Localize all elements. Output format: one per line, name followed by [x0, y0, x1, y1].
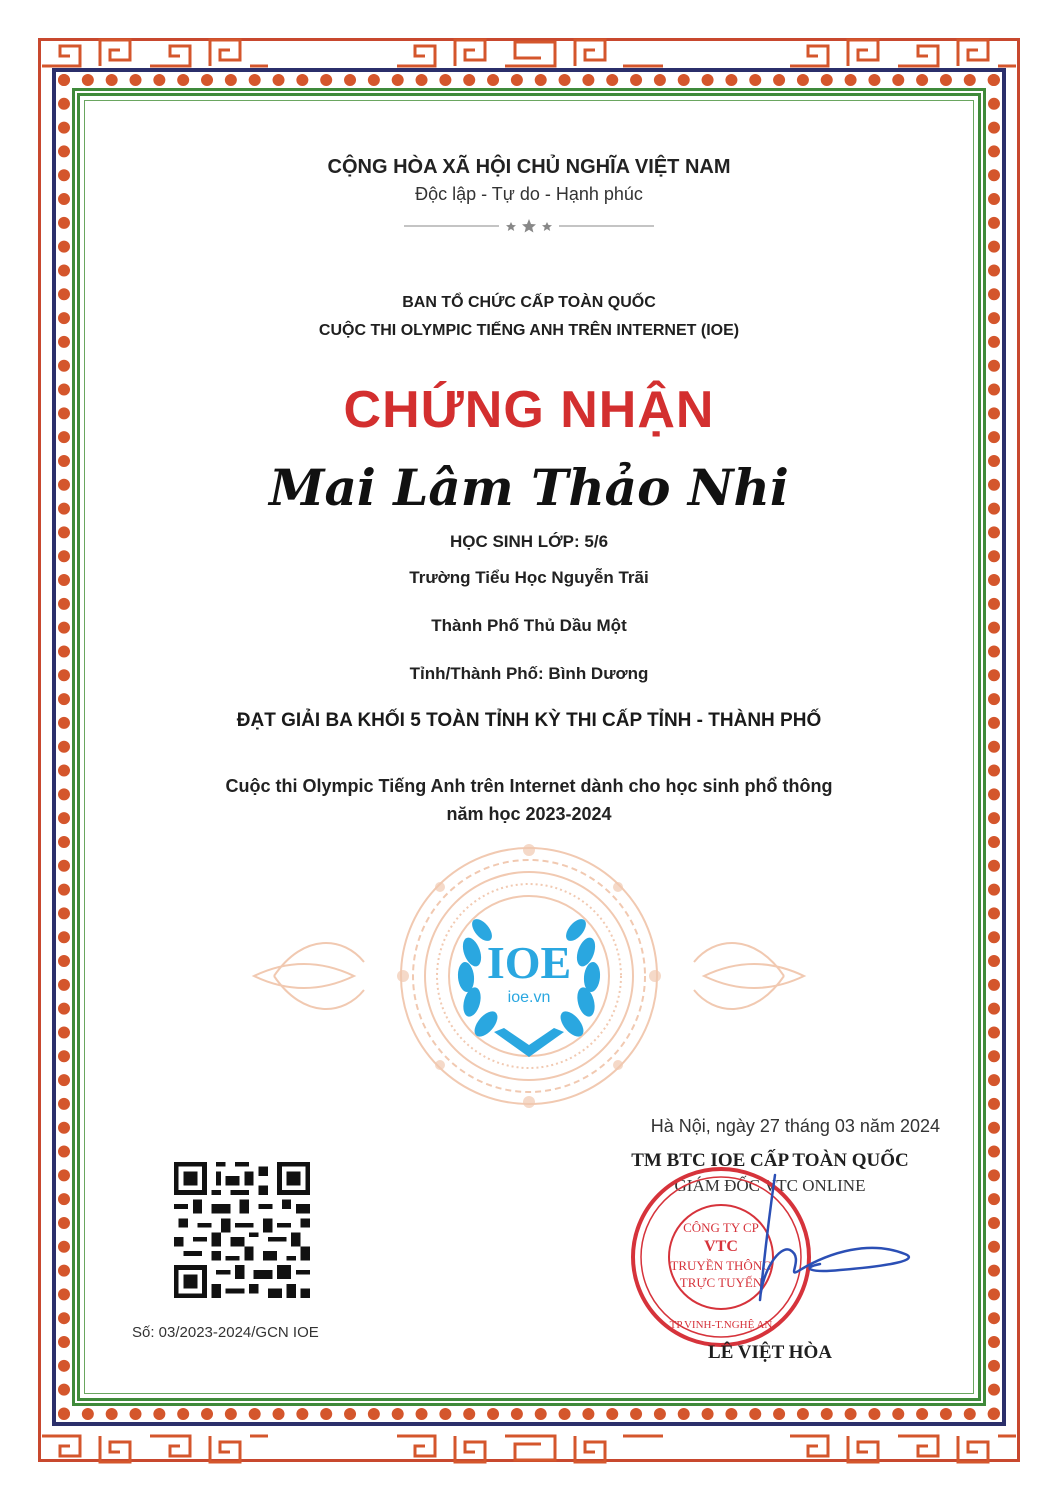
seal-line-4: TRỰC TUYẾN: [679, 1275, 763, 1290]
certificate-serial-number: Số: 03/2023-2024/GCN IOE: [132, 1324, 319, 1341]
top-left-key-ornament: [40, 36, 270, 70]
province-name: Tỉnh/Thành Phố: Bình Dương: [409, 664, 649, 683]
recipient-name: Mai Lâm Thảo Nhi: [269, 458, 789, 517]
certificate-title: CHỨNG NHẬN: [343, 381, 715, 439]
bottom-center-key-ornament: [395, 1432, 665, 1466]
bottom-left-key-ornament: [40, 1432, 270, 1466]
seal-line-2: VTC: [704, 1238, 738, 1255]
student-grade: HỌC SINH LỚP: 5/6: [449, 532, 609, 551]
bottom-right-key-ornament: [788, 1432, 1018, 1466]
signatory-role: GIÁM ĐỐC VTC ONLINE: [674, 1176, 866, 1195]
star-divider-icon: [404, 216, 654, 236]
city-name: Thành Phố Thủ Dầu Một: [431, 616, 627, 635]
republic-heading: CỘNG HÒA XÃ HỘI CHỦ NGHĨA VIỆT NAM: [327, 156, 731, 178]
contest-description-line-1: Cuộc thi Olympic Tiếng Anh trên Internet dành cho học sinh phổ thông: [225, 776, 833, 796]
ioe-logo-subtext: ioe.vn: [507, 989, 551, 1006]
seal-line-1: CÔNG TY CP: [683, 1220, 759, 1235]
signatory-name: LÊ VIỆT HÒA: [708, 1342, 832, 1363]
organizer-line-1: BAN TỔ CHỨC CẤP TOÀN QUỐC: [402, 294, 656, 311]
award-text: ĐẠT GIẢI BA KHỐI 5 TOÀN TỈNH KỲ THI CẤP TỈNH - THÀNH PHỐ: [236, 710, 822, 731]
qr-code-icon: [174, 1162, 310, 1298]
handwritten-signature: [690, 1170, 930, 1310]
national-motto: Độc lập - Tự do - Hạnh phúc: [415, 184, 643, 204]
organizer-line-2: CUỘC THI OLYMPIC TIẾNG ANH TRÊN INTERNET (IOE): [318, 322, 740, 339]
seal-line-3: TRUYỀN THÔNG: [670, 1258, 772, 1273]
seal-ring-text: TP.VINH-T.NGHỆ AN: [669, 1319, 773, 1331]
ioe-logo-text: IOE: [486, 937, 572, 988]
ioe-emblem-icon: [244, 842, 814, 1110]
contest-description-line-2: năm học 2023-2024: [446, 804, 612, 824]
issue-date: Hà Nội, ngày 27 tháng 03 năm 2024: [650, 1116, 940, 1136]
top-center-key-ornament: [395, 36, 665, 70]
top-right-key-ornament: [788, 36, 1018, 70]
signatory-title: TM BTC IOE CẤP TOÀN QUỐC: [631, 1150, 909, 1171]
school-name: Trường Tiểu Học Nguyễn Trãi: [409, 568, 649, 587]
